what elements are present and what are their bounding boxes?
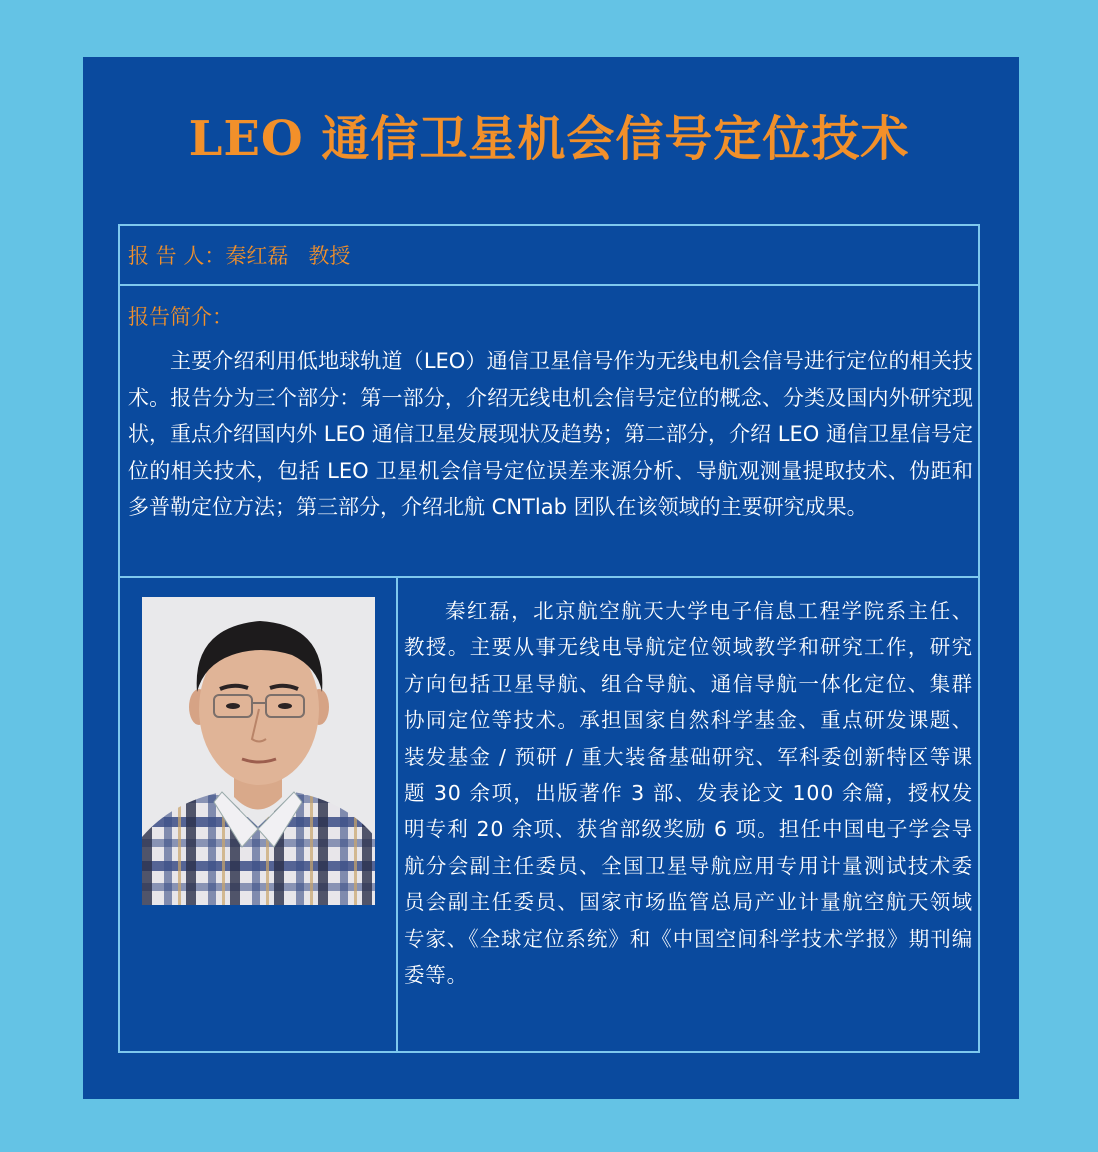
speaker-name: 秦红磊 [225, 244, 289, 268]
divider-intro [120, 576, 978, 578]
intro-label: 报告简介： [128, 305, 233, 329]
speaker-label: 报 告 人： [128, 244, 226, 268]
info-table [118, 224, 980, 1053]
speaker-position: 教授 [308, 244, 351, 268]
page-title: LEO 通信卫星机会信号定位技术 [188, 111, 910, 167]
intro-text: 主要介绍利用低地球轨道（LEO）通信卫星信号作为无线电机会信号进行定位的相关技术。报告分为三个部分：第一部分，介绍无线电机会信号定位的概念、分类及国内外研究现状，重点介绍国内外 LEO 通信卫星发展现状及趋势；第二部分，介绍 LEO 通信卫星信号定位的相关技术，包括 LEO 卫星机会信号定位误差来源分析、导航观测量提取技术、伪距和多普勒定位方法；第三部分，介绍北航 CNTlab 团队在该领域的主要研究成果。 [128, 349, 973, 519]
bio-text: 秦红磊，北京航空航天大学电子信息工程学院系主任、教授。主要从事无线电导航定位领域教学和研究工作，研究方向包括卫星导航、组合导航、通信导航一体化定位、集群协同定位等技术。承担国家自然科学基金、重点研发课题、装发基金 / 预研 / 重大装备基础研究、军科委创新特区等课题 30 余项，出版著作 3 部、发表论文 100 余篇，授权发明专利 20 余项、获省部级奖励 6 项。担任中国电子学会导航分会副主任委员、全国卫星导航应用专用计量测试技术委员会副主任委员、国家市场监管总局产业计量航空航天领域专家、《全球定位系统》和《中国空间科学技术学报》期刊编委等。 [404, 599, 973, 988]
speaker-photo [142, 597, 375, 905]
speaker-row [128, 242, 350, 270]
divider-speaker [120, 284, 978, 286]
divider-photo-bio [396, 578, 398, 1051]
